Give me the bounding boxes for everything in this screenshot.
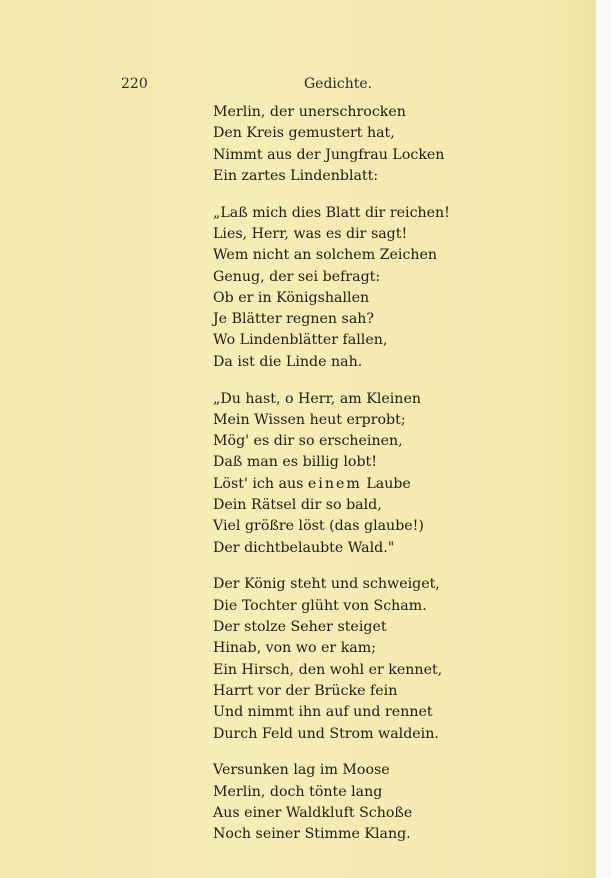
poem-line: Versunken lag im Moose <box>213 762 390 779</box>
poem-line: Genug, der sei befragt: <box>213 268 381 285</box>
stanza <box>213 760 583 845</box>
poem-line: Mein Wissen heut erprobt; <box>213 411 406 428</box>
poem-line: Daß man es billig lobt! <box>213 454 377 471</box>
poem-line: Die Tochter glüht von Scham. <box>213 597 427 614</box>
poem-line: Merlin, der unerschrocken <box>213 104 406 120</box>
poem-line: Ob er in Königshallen <box>213 289 370 306</box>
line-text: Laube <box>366 475 411 492</box>
poem <box>213 102 583 861</box>
poem-line: Noch seiner Stimme Klang. <box>213 826 411 843</box>
poem-line: Aus einer Waldkluft Schoße <box>213 804 413 821</box>
poem-line: Mög' es dir so erscheinen, <box>213 433 403 450</box>
line-text: Löst' ich aus <box>213 475 304 492</box>
poem-line: Harrt vor der Brücke fein <box>213 682 398 699</box>
poem-line: Der stolze Seher steiget <box>213 619 387 636</box>
running-head: Gedichte. <box>304 76 373 92</box>
poem-line: Und nimmt ihn auf und rennet <box>213 704 433 721</box>
stanza <box>213 574 583 744</box>
poem-line: Ein Hirsch, den wohl er kennet, <box>213 661 443 678</box>
emphasized-word: einem <box>307 475 362 492</box>
poem-line: „Laß mich dies Blatt dir reichen! <box>213 204 450 221</box>
poem-line: Je Blätter regnen sah? <box>213 311 375 328</box>
poem-line: Wem nicht an solchem Zeichen <box>213 247 438 264</box>
poem-line: Da ist die Linde nah. <box>213 353 363 370</box>
poem-line: Der König steht und schweiget, <box>213 576 440 593</box>
poem-line: Wo Lindenblätter fallen, <box>213 332 388 349</box>
poem-line: Der dichtbelaubte Wald." <box>213 539 395 556</box>
poem-line: Lies, Herr, was es dir sagt! <box>213 225 408 242</box>
poem-line: Nimmt aus der Jungfrau Locken <box>213 146 445 163</box>
page-number: 220 <box>121 76 148 92</box>
page-edge <box>596 0 611 878</box>
poem-line: Ein zartes Lindenblatt: <box>213 167 379 184</box>
stanza <box>213 203 583 373</box>
poem-line: Merlin, doch tönte lang <box>213 783 383 800</box>
poem-line <box>213 474 583 495</box>
poem-line: Dein Rätsel dir so bald, <box>213 497 382 514</box>
poem-line: „Du hast, o Herr, am Kleinen <box>213 390 421 407</box>
stanza <box>213 102 583 187</box>
page-header <box>121 76 376 96</box>
poem-line: Hinab, von wo er kam; <box>213 640 376 657</box>
poem-line: Viel größre löst (das glaube!) <box>213 518 424 535</box>
stanza <box>213 389 583 559</box>
poem-line: Durch Feld und Strom waldein. <box>213 725 439 742</box>
poem-line: Den Kreis gemustert hat, <box>213 125 395 142</box>
